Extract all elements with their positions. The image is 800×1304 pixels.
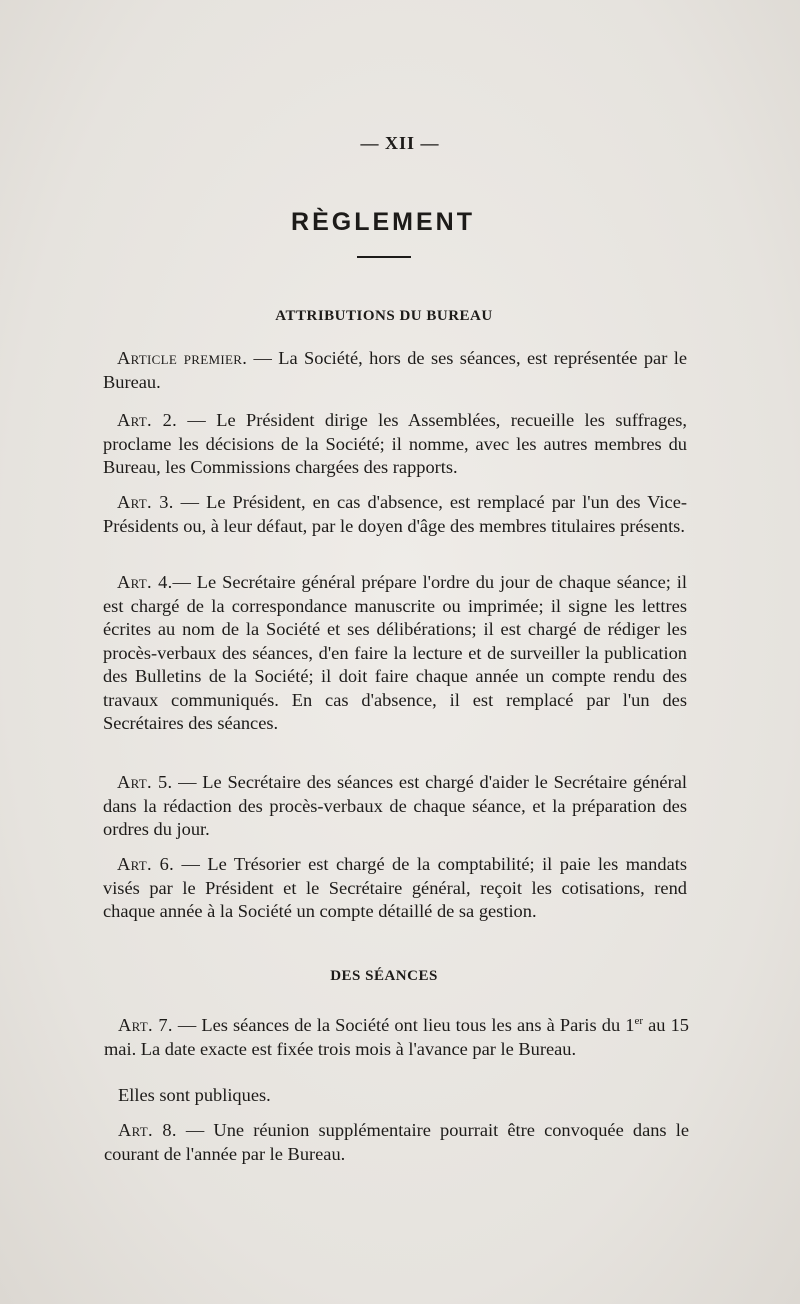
article-text: — Une réunion supplémentaire pourrait être convoquée dans le courant de l'année par le Bureau. bbox=[104, 1120, 689, 1164]
article-text: — Les séances de la Société ont lieu tous les ans à Paris du 1 bbox=[172, 1015, 635, 1035]
section-heading-bureau: ATTRIBUTIONS DU BUREAU bbox=[275, 308, 493, 324]
title-rule bbox=[357, 256, 411, 258]
section-heading-seances: DES SÉANCES bbox=[330, 968, 438, 984]
article-label: Art. 6. bbox=[117, 854, 175, 874]
article-text: au 15 mai. La date exacte est fixée trois mois à l'avance par le Bureau. bbox=[104, 1015, 689, 1059]
article-label: Article premier. bbox=[117, 348, 248, 368]
article-label: Art. 8. bbox=[118, 1120, 177, 1140]
article-8 bbox=[104, 1119, 689, 1166]
article-2 bbox=[103, 409, 687, 480]
article-6 bbox=[103, 853, 687, 924]
article-text: — La Société, hors de ses séances, est représentée par le Bureau. bbox=[103, 348, 687, 392]
page-title: RÈGLEMENT bbox=[291, 208, 475, 236]
article-text: — Le Secrétaire général prépare l'ordre du jour de chaque séance; il est chargé de la correspondance manuscrite ou imprimée; il signe les lettres écrites au nom de la Société et ses délibérations; il est chargé de rédiger les procès-verbaux des séances, d'en faire la lecture et de surveiller la publication des Bulletins de la Société; il doit faire chaque année un compte rendu des travaux communiqués. En cas d'absence, il est remplacé par l'un des Secrétaires des séances. bbox=[103, 572, 687, 733]
article-label: Art. 2. bbox=[117, 410, 178, 430]
article-label: Art. 4. bbox=[117, 572, 173, 592]
article-7-extra: Elles sont publiques. bbox=[118, 1085, 271, 1105]
article-5 bbox=[103, 771, 687, 842]
page-number: — XII — bbox=[360, 133, 440, 153]
article-premier bbox=[103, 347, 687, 394]
article-label: Art. 5. bbox=[117, 772, 173, 792]
article-4 bbox=[103, 571, 687, 736]
ordinal-superscript: er bbox=[634, 1014, 644, 1027]
article-3 bbox=[103, 491, 687, 538]
article-text: — Le Trésorier est chargé de la comptabilité; il paie les mandats visés par le Président et le Secrétaire général, reçoit les cotisations, rend chaque année à la Société un compte détaillé de sa gestion. bbox=[103, 854, 687, 921]
article-text: — Le Président dirige les Assemblées, recueille les suffrages, proclame les décisions de la Société; il nomme, avec les autres membres du Bureau, les Commissions chargées des rapports. bbox=[103, 410, 688, 477]
article-7 bbox=[104, 1014, 689, 1061]
article-label: Art. 3. bbox=[117, 492, 174, 512]
article-label: Art. 7. bbox=[118, 1015, 173, 1035]
article-text: — Le Président, en cas d'absence, est remplacé par l'un des Vice-Présidents ou, à leur défaut, par le doyen d'âge des membres titulaires présents. bbox=[103, 492, 687, 536]
article-text: — Le Secrétaire des séances est chargé d'aider le Secrétaire général dans la rédaction des procès-verbaux de chaque séance, et la préparation des ordres du jour. bbox=[103, 772, 687, 839]
